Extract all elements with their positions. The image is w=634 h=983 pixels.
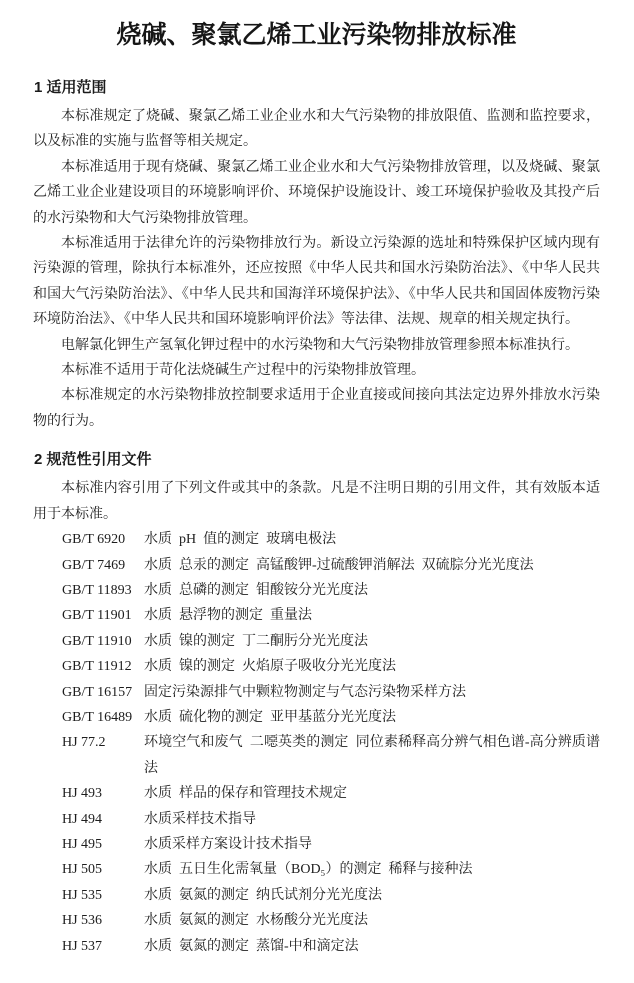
reference-desc: 水质 氨氮的测定 水杨酸分光光度法 [144,913,368,929]
reference-desc: 环境空气和废气 二噁英类的测定 同位素稀释高分辨气相色谱-高分辨质谱法 [144,735,600,776]
section-2-heading: 2 规范性引用文件 [34,451,152,469]
reference-code: HJ 537 [62,938,103,954]
reference-desc: 水质 氨氮的测定 纳氏试剂分光光度法 [144,887,382,903]
scope-paragraph-1: 本标准规定了烧碱、聚氯乙烯工业企业水和大气污染物的排放限值、监测和监控要求，以及标准的实施与监督等相关规定。 [33,109,600,150]
reference-item [62,832,600,857]
reference-code: HJ 493 [62,786,103,802]
reference-item [62,908,600,933]
reference-desc: 水质 硫化物的测定 亚甲基蓝分光光度法 [144,709,396,725]
reference-code: HJ 495 [62,836,103,852]
reference-item [62,629,600,654]
reference-code: GB/T 7469 [62,557,126,573]
reference-code: GB/T 16157 [62,684,133,700]
reference-item [62,857,600,882]
document-title: 烧碱、聚氯乙烯工业污染物排放标准 [116,21,517,49]
reference-item [62,680,600,705]
scope-paragraph-5: 本标准不适用于苛化法烧碱生产过程中的污染物排放管理。 [61,363,425,379]
reference-code: HJ 494 [62,811,103,827]
section-normative-references [33,450,600,959]
references-intro-paragraph: 本标准内容引用了下列文件或其中的条款。凡是不注明日期的引用文件，其有效版本适用于本标准。 [33,481,600,522]
scope-paragraph-2: 本标准适用于现有烧碱、聚氯乙烯工业企业水和大气污染物排放管理，以及烧碱、聚氯乙烯工业企业建设项目的环境影响评价、环境保护设施设计、竣工环境保护验收及其投产后的水污染物和大气污染物排放管理。 [33,159,600,226]
reference-item [62,603,600,628]
reference-desc: 水质 五日生化需氧量（BOD₅）的测定 稀释与接种法 [144,862,473,878]
reference-item [62,654,600,679]
reference-desc: 水质 总汞的测定 高锰酸钾-过硫酸钾消解法 双硫腙分光光度法 [144,557,534,573]
reference-item [62,578,600,603]
scope-paragraph-4: 电解氯化钾生产氢氧化钾过程中的水污染物和大气污染物排放管理参照本标准执行。 [61,337,579,353]
scope-paragraph-6: 本标准规定的水污染物排放控制要求适用于企业直接或间接向其法定边界外排放水污染物的行为。 [33,388,600,429]
reference-code: GB/T 11893 [62,582,132,598]
reference-item [62,781,600,806]
reference-desc: 水质 总磷的测定 钼酸铵分光光度法 [144,582,368,598]
reference-code: GB/T 11901 [62,608,132,624]
reference-desc: 水质 镍的测定 丁二酮肟分光光度法 [144,633,368,649]
reference-item [62,730,600,781]
reference-desc: 水质采样方案设计技术指导 [144,836,312,852]
reference-item [62,807,600,832]
reference-desc: 水质 氨氮的测定 蒸馏-中和滴定法 [144,938,359,954]
scope-paragraph-3: 本标准适用于法律允许的污染物排放行为。新设立污染源的选址和特殊保护区域内现有污染源的管理，除执行本标准外，还应按照《中华人民共和国水污染防治法》、《中华人民共和国大气污染防治法》、《中华人民共和国海洋环境保护法》、《中华人民共和国固体废物污染环境防治法》、《中华人民共和国环境影响评价法》等法律、法规、规章的相关规定执行。 [33,236,600,328]
reference-code: HJ 77.2 [62,735,106,751]
reference-code: HJ 505 [62,862,103,878]
reference-desc: 水质 镍的测定 火焰原子吸收分光光度法 [144,659,396,675]
reference-item [62,934,600,959]
section-scope [33,78,600,434]
reference-item [62,883,600,908]
reference-desc: 水质 样品的保存和管理技术规定 [144,786,347,802]
reference-desc: 水质采样技术指导 [144,811,256,827]
reference-desc: 水质 悬浮物的测定 重量法 [144,608,312,624]
reference-code: GB/T 11910 [62,633,132,649]
section-1-heading: 1 适用范围 [34,79,107,96]
reference-code: GB/T 11912 [62,659,132,675]
reference-list [62,527,600,959]
reference-code: HJ 536 [62,913,103,929]
reference-desc: 固定污染源排气中颗粒物测定与气态污染物采样方法 [144,684,466,700]
reference-code: GB/T 16489 [62,709,133,725]
reference-item [62,553,600,578]
reference-code: GB/T 6920 [62,532,126,548]
reference-desc: 水质 pH 值的测定 玻璃电极法 [144,532,337,548]
reference-item [62,705,600,730]
reference-item [62,527,600,552]
reference-code: HJ 535 [62,887,103,903]
